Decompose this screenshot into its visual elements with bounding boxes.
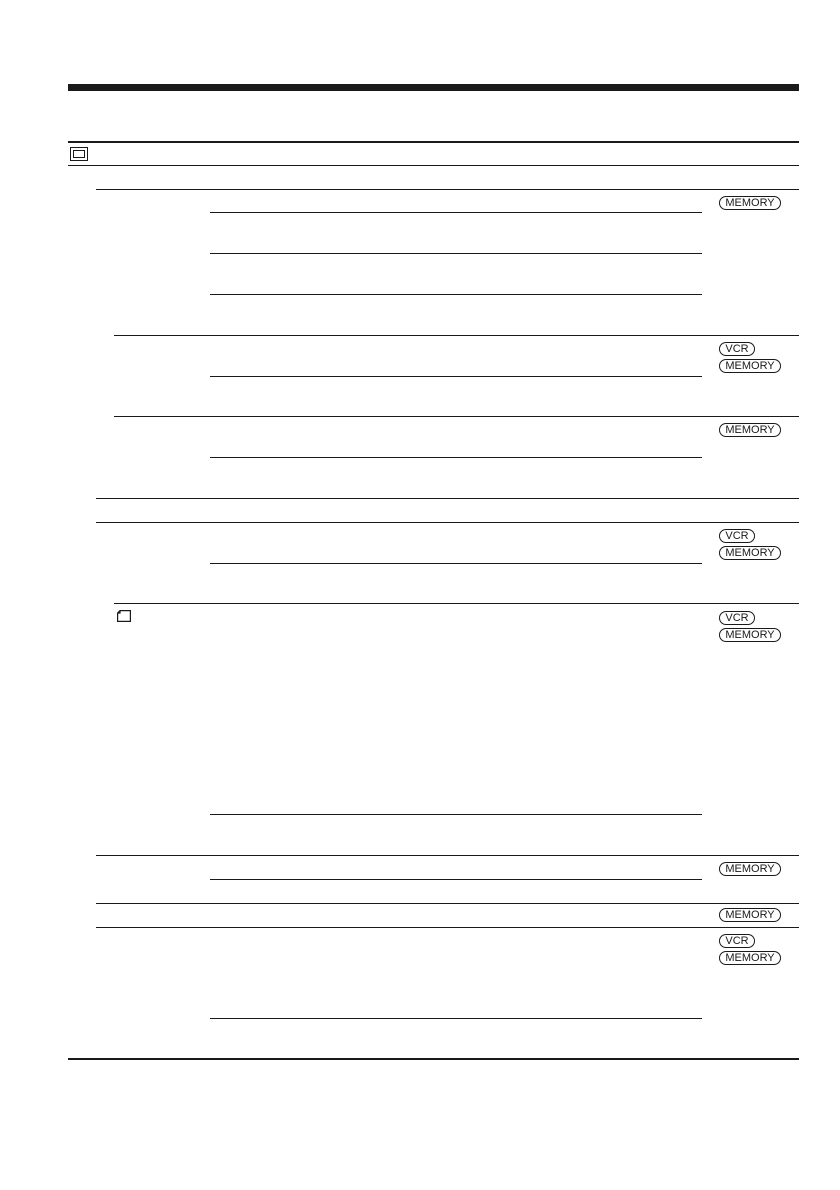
vcr-badge: VCR [719,342,755,356]
memory-badge: MEMORY [719,196,781,210]
row-divider [96,855,799,856]
row-divider [96,903,799,904]
table-top-rule [68,141,799,143]
sub-divider [210,376,702,377]
memory-badge: MEMORY [719,908,781,922]
vcr-badge: VCR [719,934,755,948]
memory-card-small-icon [117,610,131,622]
sub-divider [210,563,702,564]
header-bottom-rule [68,165,799,166]
memory-badge: MEMORY [719,423,781,437]
row-divider [96,498,799,499]
vcr-badge: VCR [719,529,755,543]
memory-badge: MEMORY [719,951,781,965]
table-bottom-rule [68,1058,799,1060]
row-divider [96,189,799,190]
sub-divider [210,253,702,254]
row-divider [114,603,799,604]
sub-divider [210,212,702,213]
memory-badge: MEMORY [719,628,781,642]
row-divider [114,416,799,417]
row-divider [96,522,799,523]
sub-divider [210,1018,702,1019]
sub-divider [210,294,702,295]
memory-card-icon [70,147,88,161]
sub-divider [210,814,702,815]
sub-divider [210,879,702,880]
vcr-badge: VCR [719,611,755,625]
memory-badge: MEMORY [719,359,781,373]
title-bar [68,84,799,91]
memory-badge: MEMORY [719,546,781,560]
row-divider [114,335,799,336]
memory-badge: MEMORY [719,862,781,876]
row-divider [96,927,799,928]
sub-divider [210,457,702,458]
